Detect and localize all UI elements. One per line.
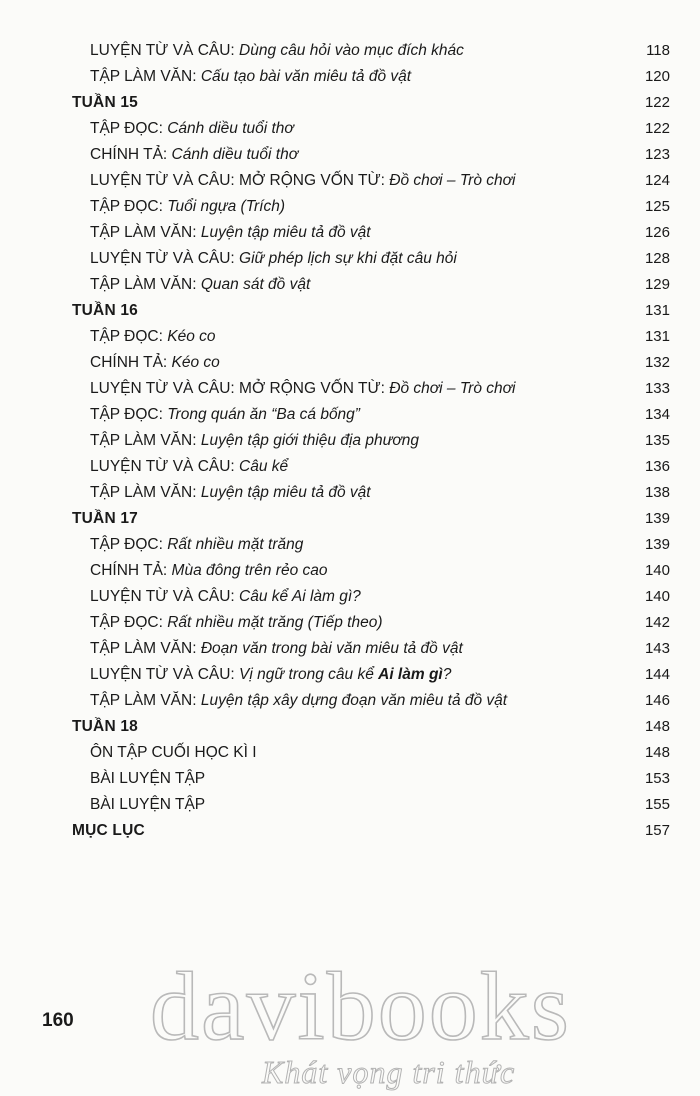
- toc-page-number: 148: [644, 744, 670, 761]
- toc-entry-title: [72, 662, 451, 688]
- toc-page-number: 139: [644, 536, 670, 553]
- toc-entry-row: [72, 402, 670, 428]
- toc-entry-title: [72, 454, 288, 480]
- toc-entry-title: [72, 272, 310, 298]
- toc-entry-lesson: Luyện tập miêu tả đồ vật: [200, 484, 371, 501]
- toc-entry-title: [72, 766, 205, 792]
- toc-page-number: 125: [644, 198, 670, 215]
- watermark-logo: davibooks: [150, 953, 571, 1061]
- toc-entry-label: ÔN TẬP CUỐI HỌC KÌ I: [90, 744, 257, 761]
- toc-entry-title: [72, 376, 515, 402]
- toc-entry-title: [72, 324, 216, 350]
- toc-page-number: 153: [644, 770, 670, 787]
- toc-entry-label: TẬP ĐỌC:: [90, 198, 168, 215]
- toc-entry-title: [72, 818, 145, 844]
- page-number: 160: [42, 1010, 74, 1031]
- toc-page-number: 133: [644, 380, 670, 397]
- toc-page-number: 131: [644, 302, 670, 319]
- toc-entry-row: [72, 272, 670, 298]
- toc-entry-lesson: Luyện tập miêu tả đồ vật: [200, 224, 371, 241]
- toc-entry-label: TUẦN 18: [72, 718, 138, 735]
- toc-entry-row: [72, 194, 670, 220]
- toc-page-number: 143: [644, 640, 670, 657]
- toc-entry-label: MỤC LỤC: [72, 822, 145, 839]
- toc-entry-row: [72, 168, 670, 194]
- toc-page-number: 140: [644, 562, 670, 579]
- toc-entry-suffix: ?: [442, 666, 452, 683]
- toc-entry-label: TẬP ĐỌC:: [90, 406, 168, 423]
- toc-entry-title: [72, 792, 205, 818]
- toc-page-number: 136: [644, 458, 670, 475]
- toc-entry-row: [72, 116, 670, 142]
- toc-entry-row: [72, 220, 670, 246]
- table-of-contents: [72, 38, 670, 844]
- toc-entry-label: TẬP LÀM VĂN:: [90, 224, 201, 241]
- toc-entry-label: TẬP LÀM VĂN:: [90, 484, 201, 501]
- toc-entry-label: TẬP ĐỌC:: [90, 536, 168, 553]
- toc-entry-row: [72, 636, 670, 662]
- toc-page-number: 120: [644, 68, 670, 85]
- toc-entry-title: [72, 558, 328, 584]
- toc-entry-title: [72, 688, 507, 714]
- toc-entry-title: [72, 714, 138, 740]
- toc-entry-title: [72, 64, 411, 90]
- toc-entry-title: [72, 168, 515, 194]
- toc-entry-lesson: Câu kể: [239, 458, 289, 475]
- toc-entry-title: [72, 90, 138, 116]
- toc-entry-label: LUYỆN TỪ VÀ CÂU:: [90, 42, 240, 59]
- toc-entry-lesson: Rất nhiều mặt trăng (Tiếp theo): [167, 614, 383, 631]
- toc-entry-label: LUYỆN TỪ VÀ CÂU: MỞ RỘNG VỐN TỪ:: [90, 380, 390, 397]
- toc-page-number: 124: [644, 172, 670, 189]
- toc-entry-label: TẬP ĐỌC:: [90, 614, 168, 631]
- toc-entry-lesson: Cấu tạo bài văn miêu tả đồ vật: [200, 68, 412, 85]
- toc-entry-lesson: Đoạn văn trong bài văn miêu tả đồ vật: [200, 640, 463, 657]
- toc-entry-label: TẬP LÀM VĂN:: [90, 432, 201, 449]
- toc-page-number: 140: [644, 588, 670, 605]
- toc-entry-lesson: Kéo co: [171, 354, 220, 371]
- toc-entry-title: [72, 506, 138, 532]
- toc-entry-title: [72, 402, 360, 428]
- toc-entry-label: TẬP ĐỌC:: [90, 328, 168, 345]
- toc-entry-row: [72, 532, 670, 558]
- toc-entry-row: [72, 584, 670, 610]
- toc-entry-label: TẬP LÀM VĂN:: [90, 692, 201, 709]
- toc-page-number: 128: [644, 250, 670, 267]
- toc-entry-row: [72, 766, 670, 792]
- toc-entry-label: BÀI LUYỆN TẬP: [90, 796, 206, 813]
- toc-entry-row: [72, 428, 670, 454]
- toc-page-number: 129: [644, 276, 670, 293]
- toc-entry-lesson: Đồ chơi – Trò chơi: [389, 172, 516, 189]
- toc-entry-title: [72, 610, 383, 636]
- toc-entry-lesson: Mùa đông trên rẻo cao: [171, 562, 328, 579]
- toc-entry-label: LUYỆN TỪ VÀ CÂU:: [90, 250, 240, 267]
- toc-entry-title: [72, 532, 303, 558]
- toc-entry-row: [72, 610, 670, 636]
- toc-entry-row: [72, 740, 670, 766]
- toc-entry-lesson: Trong quán ăn “Ba cá bống”: [167, 406, 360, 423]
- toc-entry-row: [72, 792, 670, 818]
- toc-entry-title: [72, 584, 361, 610]
- toc-entry-label: CHÍNH TẢ:: [90, 354, 172, 371]
- toc-entry-row: [72, 558, 670, 584]
- toc-entry-lesson: Quan sát đồ vật: [200, 276, 311, 293]
- toc-page-number: 123: [644, 146, 670, 163]
- toc-entry-row: [72, 454, 670, 480]
- toc-entry-label: TUẦN 17: [72, 510, 138, 527]
- toc-page-number: 135: [644, 432, 670, 449]
- toc-entry-label: TẬP ĐỌC:: [90, 120, 168, 137]
- toc-page-number: 144: [644, 666, 670, 683]
- toc-page-number: 122: [644, 120, 670, 137]
- toc-entry-title: [72, 194, 285, 220]
- toc-entry-label: LUYỆN TỪ VÀ CÂU:: [90, 588, 240, 605]
- toc-week-row: [72, 714, 670, 740]
- toc-entry-title: [72, 350, 220, 376]
- watermark-tagline: Khát vọng tri thức: [262, 1054, 516, 1090]
- toc-entry-row: [72, 38, 670, 64]
- toc-entry-row: [72, 376, 670, 402]
- toc-entry-row: [72, 64, 670, 90]
- toc-entry-row: [72, 350, 670, 376]
- toc-week-row: [72, 298, 670, 324]
- toc-page-number: 138: [644, 484, 670, 501]
- toc-entry-lesson: Cánh diều tuổi thơ: [171, 146, 299, 163]
- toc-page-number: 142: [644, 614, 670, 631]
- toc-entry-label: CHÍNH TẢ:: [90, 562, 172, 579]
- toc-entry-label: TẬP LÀM VĂN:: [90, 68, 201, 85]
- toc-week-row: [72, 506, 670, 532]
- toc-entry-row: [72, 480, 670, 506]
- toc-entry-label: LUYỆN TỪ VÀ CÂU:: [90, 458, 240, 475]
- toc-entry-lesson: Dùng câu hỏi vào mục đích khác: [239, 42, 464, 59]
- toc-entry-label: TUẦN 16: [72, 302, 138, 319]
- toc-entry-lesson: Đồ chơi – Trò chơi: [389, 380, 516, 397]
- toc-entry-label: BÀI LUYỆN TẬP: [90, 770, 206, 787]
- toc-page-number: 139: [644, 510, 670, 527]
- toc-page-number: 122: [644, 94, 670, 111]
- toc-entry-row: [72, 142, 670, 168]
- toc-entry-title: [72, 298, 138, 324]
- toc-entry-row: [72, 688, 670, 714]
- toc-entry-lesson: Vị ngữ trong câu kể: [239, 666, 379, 683]
- toc-week-row: [72, 90, 670, 116]
- toc-entry-title: [72, 246, 457, 272]
- toc-entry-label: TUẦN 15: [72, 94, 138, 111]
- toc-entry-lesson: Cánh diều tuổi thơ: [167, 120, 294, 137]
- toc-entry-label: CHÍNH TẢ:: [90, 146, 172, 163]
- toc-entry-label: TẬP LÀM VĂN:: [90, 276, 201, 293]
- toc-entry-title: [72, 480, 371, 506]
- toc-page-number: 148: [644, 718, 670, 735]
- toc-entry-label: LUYỆN TỪ VÀ CÂU:: [90, 666, 240, 683]
- toc-entry-emphasis: Ai làm gì: [378, 666, 443, 683]
- toc-page-number: 146: [644, 692, 670, 709]
- toc-entry-label: TẬP LÀM VĂN:: [90, 640, 201, 657]
- toc-entry-label: LUYỆN TỪ VÀ CÂU: MỞ RỘNG VỐN TỪ:: [90, 172, 390, 189]
- toc-entry-lesson: Tuổi ngựa (Trích): [167, 198, 286, 215]
- toc-entry-lesson: Luyện tập xây dựng đoạn văn miêu tả đồ vật: [200, 692, 508, 709]
- toc-entry-title: [72, 38, 464, 64]
- toc-entry-row: [72, 324, 670, 350]
- toc-entry-title: [72, 428, 419, 454]
- toc-entry-lesson: Câu kể Ai làm gì?: [239, 588, 361, 605]
- toc-entry-title: [72, 220, 371, 246]
- toc-page-number: 134: [644, 406, 670, 423]
- toc-page-number: 157: [644, 822, 670, 839]
- toc-page-number: 126: [644, 224, 670, 241]
- toc-entry-lesson: Rất nhiều mặt trăng: [167, 536, 304, 553]
- toc-page-number: 132: [644, 354, 670, 371]
- toc-entry-title: [72, 142, 298, 168]
- toc-entry-lesson: Giữ phép lịch sự khi đặt câu hỏi: [239, 250, 457, 267]
- toc-heading-row: [72, 818, 670, 844]
- toc-entry-row: [72, 662, 670, 688]
- toc-entry-title: [72, 636, 463, 662]
- toc-entry-lesson: Kéo co: [167, 328, 216, 345]
- toc-entry-row: [72, 246, 670, 272]
- toc-entry-title: [72, 740, 257, 766]
- toc-entry-title: [72, 116, 294, 142]
- toc-page-number: 131: [644, 328, 670, 345]
- toc-page-number: 155: [644, 796, 670, 813]
- toc-page-number: 118: [646, 42, 670, 59]
- toc-entry-lesson: Luyện tập giới thiệu địa phương: [200, 432, 420, 449]
